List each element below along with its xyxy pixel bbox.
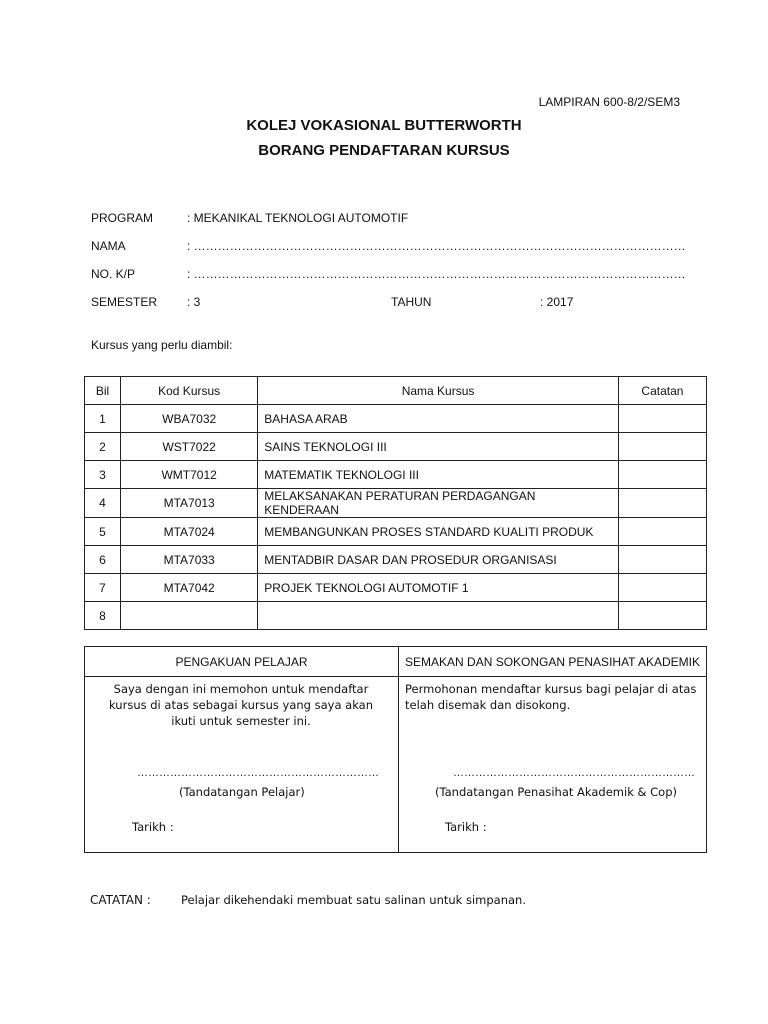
nokp-label: NO. K/P (91, 267, 136, 281)
advisor-date-label: Tarikh : (445, 820, 487, 834)
row-bil: 3 (85, 461, 121, 489)
attachment-reference: LAMPIRAN 600-8/2/SEM3 (538, 95, 680, 109)
row-nama: MATEMATIK TEKNOLOGI III (258, 461, 619, 489)
row-catatan[interactable] (618, 574, 706, 602)
table-row (85, 489, 707, 518)
program-value: : MEKANIKAL TEKNOLOGI AUTOMOTIF (187, 211, 409, 225)
advisor-review-cell (399, 677, 707, 853)
student-signature-line[interactable]: ………………………………………………………… (137, 767, 379, 779)
row-nama: PROJEK TEKNOLOGI AUTOMOTIF 1 (258, 574, 619, 602)
semester-label: SEMESTER (91, 295, 158, 309)
courses-table (84, 376, 707, 630)
row-catatan[interactable] (618, 602, 706, 630)
header-catatan: Catatan (618, 377, 706, 405)
table-row (85, 574, 707, 602)
row-kod: MTA7024 (121, 518, 258, 546)
semester-value: : 3 (187, 295, 201, 309)
row-nama: SAINS TEKNOLOGI III (258, 433, 619, 461)
row-bil: 8 (85, 602, 121, 630)
advisor-signature-label: (Tandatangan Penasihat Akademik & Cop) (435, 785, 677, 799)
tahun-value: : 2017 (540, 295, 574, 309)
row-kod: MTA7013 (121, 489, 258, 518)
row-catatan[interactable] (618, 489, 706, 518)
row-kod: WMT7012 (121, 461, 258, 489)
row-catatan[interactable] (618, 518, 706, 546)
row-catatan[interactable] (618, 433, 706, 461)
courses-note: Kursus yang perlu diambil: (91, 338, 233, 352)
table-row (85, 518, 707, 546)
student-declaration-cell (85, 677, 399, 853)
row-catatan[interactable] (618, 405, 706, 433)
tahun-label: TAHUN (391, 295, 432, 309)
student-declaration-text: Saya dengan ini memohon untuk mendaftar kursus di atas sebagai kursus yang saya akan ikuti untuk semester ini. (109, 682, 373, 728)
header-nama-kursus: Nama Kursus (258, 377, 619, 405)
advisor-review-header: SEMAKAN DAN SOKONGAN PENASIHAT AKADEMIK (399, 647, 707, 677)
program-label: PROGRAM (91, 211, 154, 225)
row-nama: MELAKSANAKAN PERATURAN PERDAGANGAN KENDERAAN (258, 489, 619, 518)
nama-label: NAMA (91, 239, 126, 253)
form-title: BORANG PENDAFTARAN KURSUS (258, 142, 510, 159)
courses-header-row (85, 377, 707, 405)
student-date-label: Tarikh : (132, 820, 174, 834)
row-nama: BAHASA ARAB (258, 405, 619, 433)
college-title: KOLEJ VOKASIONAL BUTTERWORTH (246, 117, 522, 134)
row-nama: MEMBANGUNKAN PROSES STANDARD KUALITI PRODUK (258, 518, 619, 546)
row-kod: MTA7033 (121, 546, 258, 574)
row-kod: WBA7032 (121, 405, 258, 433)
table-row (85, 461, 707, 489)
row-bil: 4 (85, 489, 121, 518)
row-kod[interactable] (121, 602, 258, 630)
nama-field[interactable]: : …………………………………………………………………………………………………………… (187, 239, 686, 253)
header-kod-kursus: Kod Kursus (121, 377, 258, 405)
table-row (85, 602, 707, 630)
nokp-field[interactable]: : …………………………………………………………………………………………………………… (187, 267, 686, 281)
row-nama[interactable] (258, 602, 619, 630)
row-kod: MTA7042 (121, 574, 258, 602)
declaration-table (84, 646, 707, 853)
header-bil: Bil (85, 377, 121, 405)
footer-note-text: Pelajar dikehendaki membuat satu salinan untuk simpanan. (181, 893, 526, 907)
row-catatan[interactable] (618, 461, 706, 489)
row-bil: 1 (85, 405, 121, 433)
table-row (85, 405, 707, 433)
row-bil: 2 (85, 433, 121, 461)
row-bil: 7 (85, 574, 121, 602)
table-row (85, 433, 707, 461)
advisor-review-text: Permohonan mendaftar kursus bagi pelajar di atas telah disemak dan disokong. (405, 682, 697, 712)
advisor-signature-line[interactable]: ………………………………………………………… (453, 767, 695, 779)
row-catatan[interactable] (618, 546, 706, 574)
row-nama: MENTADBIR DASAR DAN PROSEDUR ORGANISASI (258, 546, 619, 574)
student-declaration-header: PENGAKUAN PELAJAR (85, 647, 399, 677)
student-signature-label: (Tandatangan Pelajar) (179, 785, 305, 799)
row-bil: 6 (85, 546, 121, 574)
row-bil: 5 (85, 518, 121, 546)
footer-note-label: CATATAN : (90, 893, 151, 907)
row-kod: WST7022 (121, 433, 258, 461)
table-row (85, 546, 707, 574)
